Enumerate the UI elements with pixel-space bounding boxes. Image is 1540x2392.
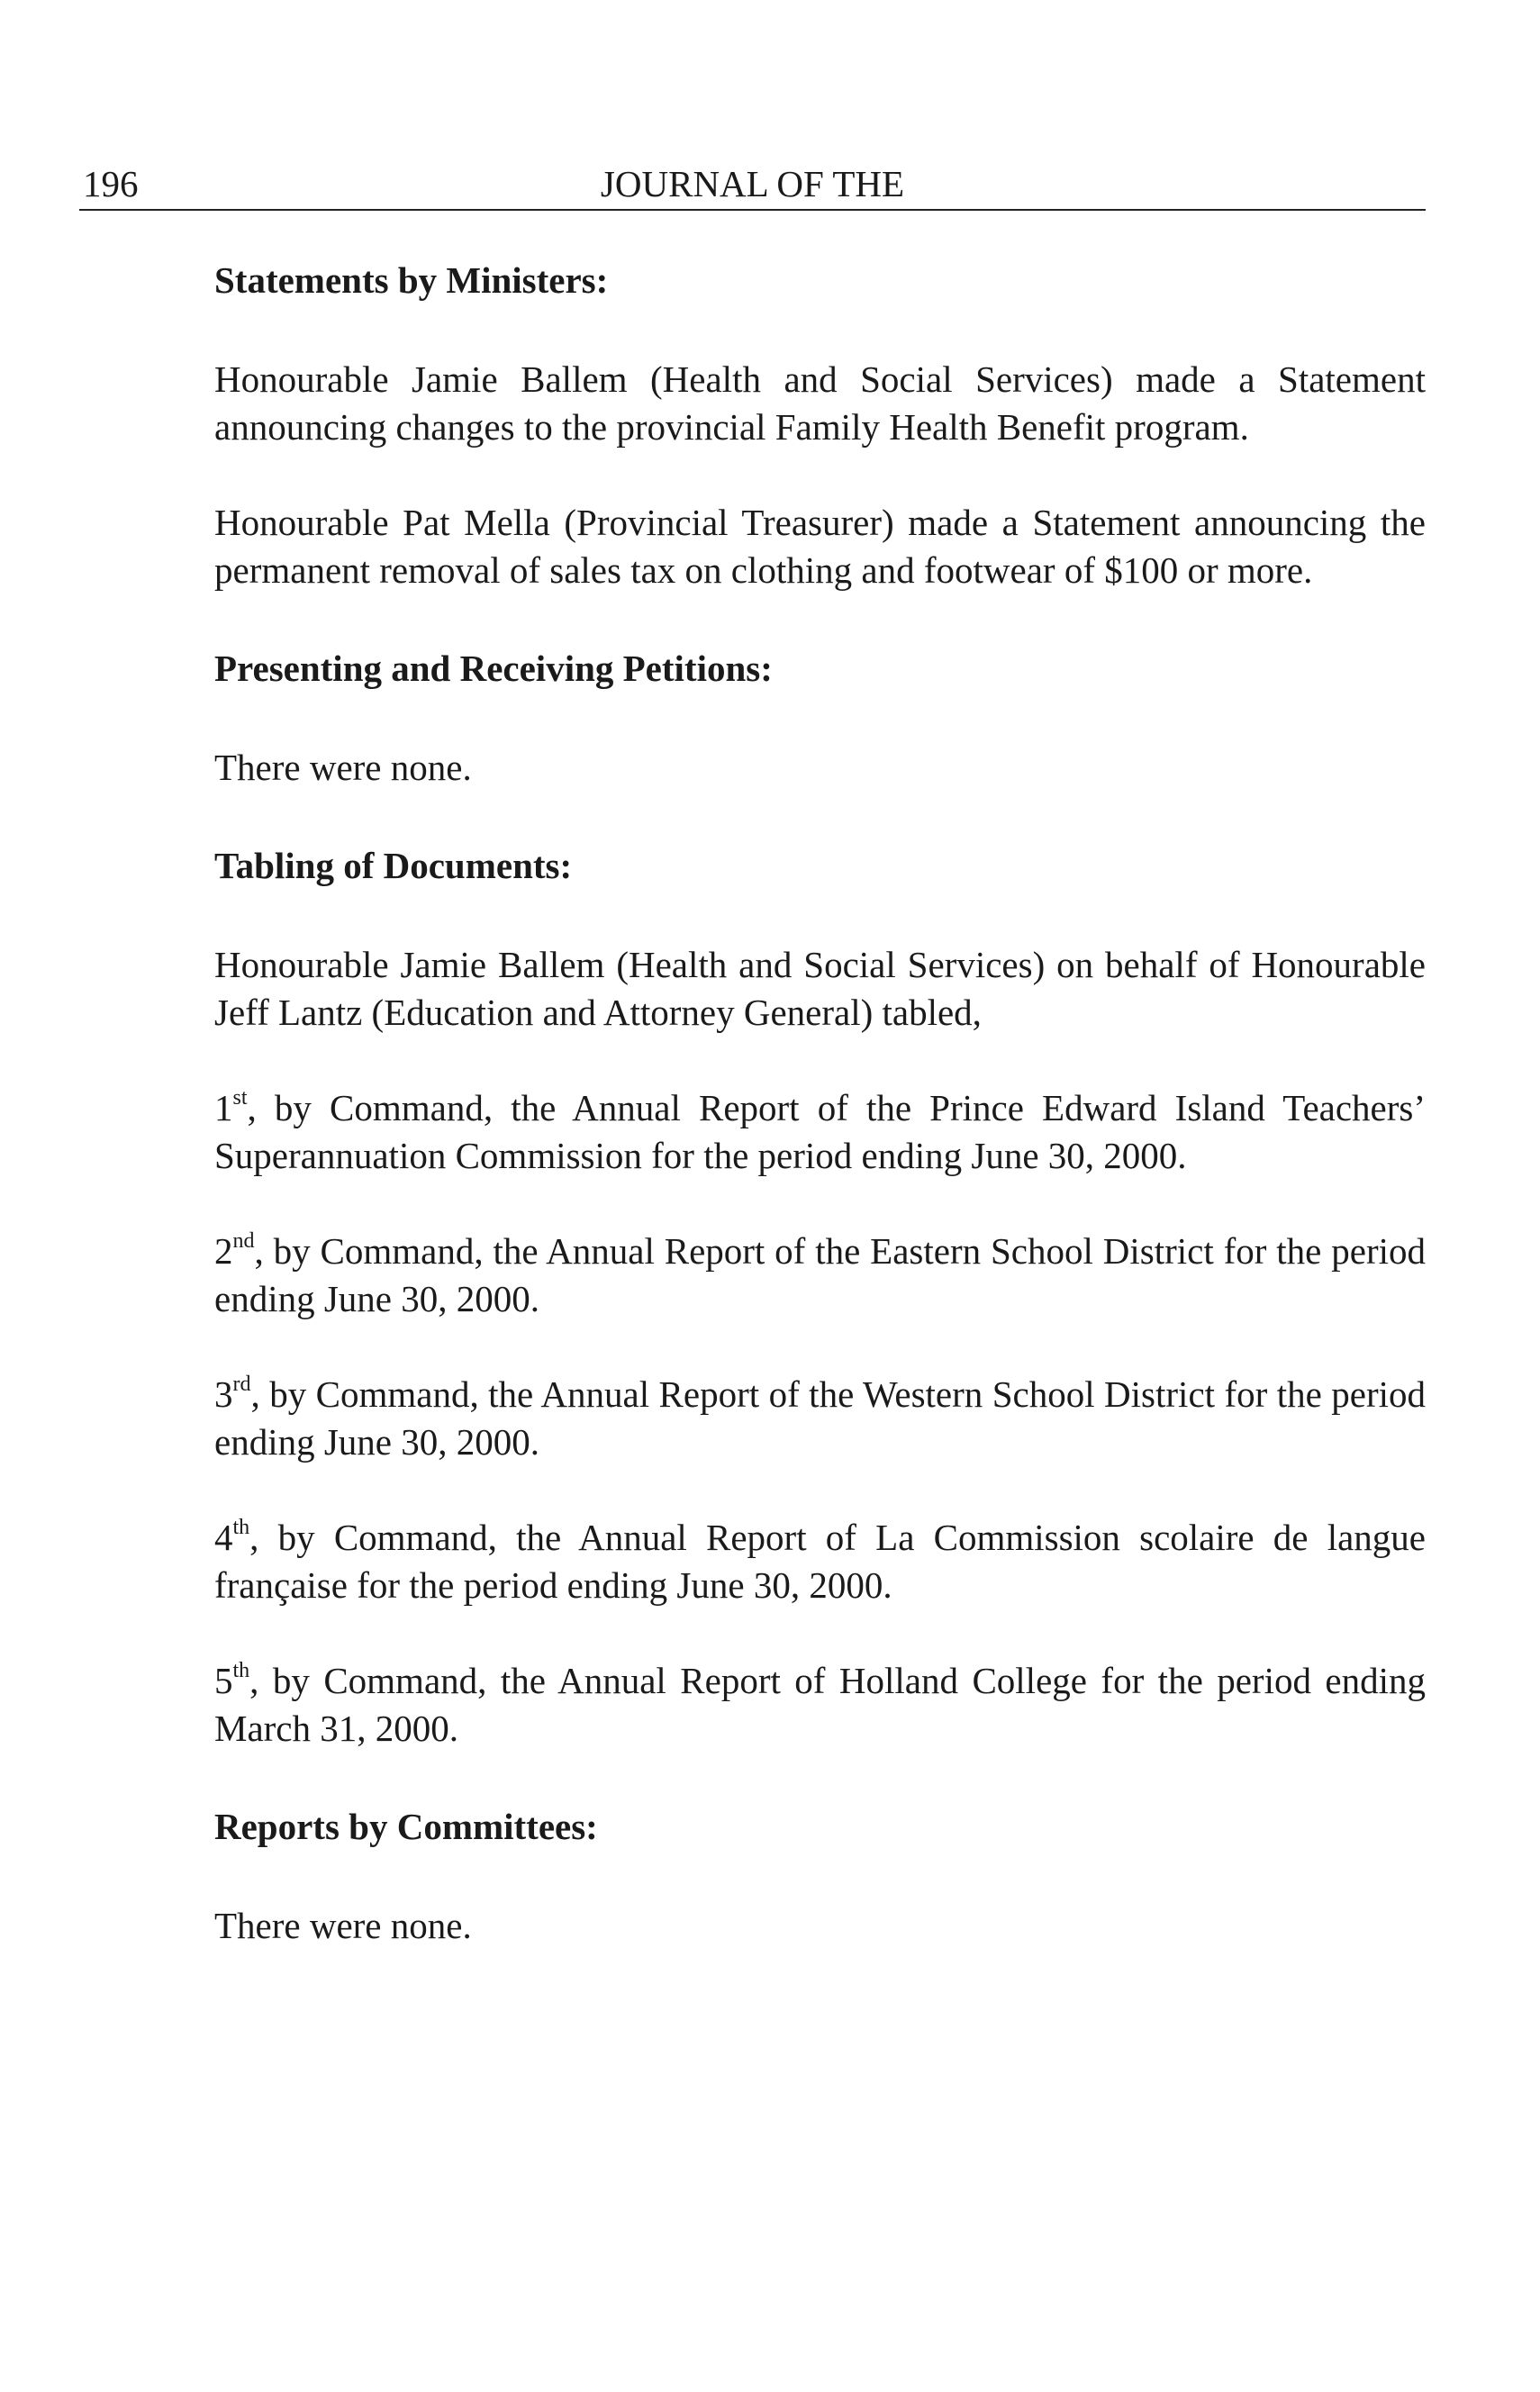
section-heading-documents: Tabling of Documents: [214, 845, 573, 886]
item-ordinal: nd [232, 1229, 255, 1253]
journal-body [214, 254, 1426, 1950]
document-item-1 [214, 1084, 1426, 1180]
item-ordinal: th [232, 1516, 250, 1539]
minister-statement-2: Honourable Pat Mella (Provincial Treasurer) made a Statement announcing the permanent removal of sales tax on clothing and footwear of $100 or more. [214, 502, 1426, 591]
page-number: 196 [83, 163, 139, 204]
item-number: 4 [214, 1517, 233, 1558]
item-text: , by Command, the Annual Report of La Commission scolaire de langue française for the period ending June 30, 2000. [214, 1517, 1426, 1606]
section-heading-petitions: Presenting and Receiving Petitions: [214, 648, 773, 689]
committees-text: There were none. [214, 1905, 472, 1946]
item-number: 1 [214, 1087, 233, 1128]
page-header [79, 162, 1426, 211]
petitions-text: There were none. [214, 747, 472, 788]
running-title: JOURNAL OF THE [600, 163, 905, 204]
section-heading-ministers: Statements by Ministers: [214, 259, 609, 301]
item-text: , by Command, the Annual Report of Holland College for the period ending March 31, 2000. [214, 1660, 1426, 1749]
item-ordinal: rd [232, 1373, 251, 1396]
section-heading-committees: Reports by Committees: [214, 1806, 598, 1847]
item-ordinal: st [232, 1086, 248, 1110]
item-number: 5 [214, 1660, 233, 1701]
item-text: , by Command, the Annual Report of the Western School District for the period ending June 30, 2000. [214, 1373, 1426, 1463]
document-item-3 [214, 1371, 1426, 1466]
item-number: 2 [214, 1230, 233, 1272]
item-number: 3 [214, 1373, 233, 1415]
document-item-5 [214, 1657, 1426, 1753]
item-text: , by Command, the Annual Report of the Eastern School District for the period ending June 30, 2000. [214, 1230, 1426, 1319]
item-text: , by Command, the Annual Report of the Prince Edward Island Teachers’ Superannuation Commission for the period ending June 30, 2000. [214, 1087, 1426, 1176]
documents-intro: Honourable Jamie Ballem (Health and Social Services) on behalf of Honourable Jeff Lantz (Education and Attorney General) tabled, [214, 944, 1426, 1033]
minister-statement-1: Honourable Jamie Ballem (Health and Social Services) made a Statement announcing changes to the provincial Family Health Benefit program. [214, 358, 1426, 448]
document-item-4 [214, 1514, 1426, 1609]
item-ordinal: th [232, 1659, 250, 1682]
document-item-2 [214, 1228, 1426, 1323]
